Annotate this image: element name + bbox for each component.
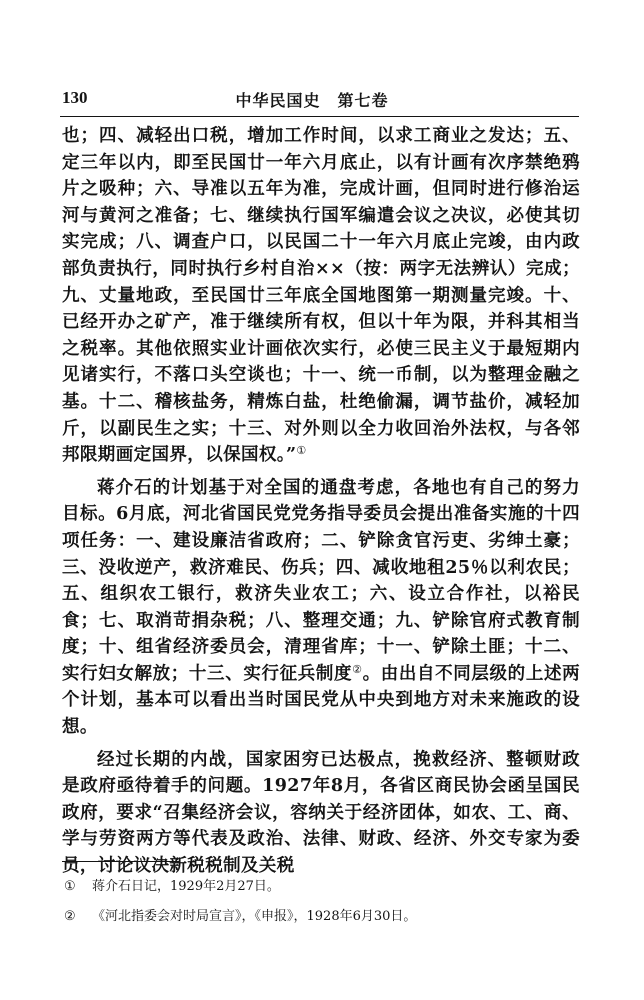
- page-number: 130: [62, 88, 88, 107]
- footnote-1: [64, 877, 564, 897]
- header-rule: [60, 116, 579, 117]
- page-header: [62, 88, 562, 110]
- paragraph-1: [62, 123, 580, 469]
- footnote-mark: ①: [64, 879, 76, 894]
- footnote-mark: ②: [64, 909, 76, 924]
- footnotes: [64, 877, 564, 937]
- footnote-2: [64, 907, 564, 927]
- footnote-text: 《河北指委会对时局宣言》，《申报》，1928年6月30日。: [92, 909, 417, 924]
- paragraph-3: [62, 747, 580, 880]
- footnote-ref: ②: [352, 662, 363, 676]
- paragraph-text: 经过长期的内战，国家困穷已达极点，挽救经济、整顿财政是政府亟待着手的问题。1927年8月，各省区商民协会函呈国民政府，要求“召集经济会议，容纳关于经济团体，如农、工、商、学与劳资两方等代表及政治、法律、财政、经济、外交专家为委员，讨论议决新税税制及关税: [62, 749, 580, 877]
- paragraph-2: [62, 475, 580, 741]
- footnote-text: 蒋介石日记，1929年2月27日。: [92, 879, 280, 894]
- paragraph-text: 蒋介石的计划基于对全国的通盘考虑，各地也有自己的努力目标。6月底，河北省国民党党务指导委员会提出准备实施的十四项任务：一、建设廉洁省政府；二、铲除贪官污吏、劣绅土豪；三、没收逆产，救济难民、伤兵；四、减收地租25％以利农民；五、组织农工银行，救济失业农工；六、设立合作社，以裕民食；七、取消苛捐杂税；八、整理交通；九、铲除官府式教育制度；十、组省经济委员会，清理省库；十一、铲除土匪；十二、实行妇女解放；十三、实行征兵制度: [62, 477, 580, 684]
- running-title: 中华民国史 第七卷: [235, 91, 389, 110]
- footnote-rule: [62, 861, 180, 862]
- paragraph-text: 也；四、减轻出口税，增加工作时间，以求工商业之发达；五、定三年以内，即至民国廿一年六月底止，以有计画有次序禁绝鸦片之吸种；六、导准以五年为准，完成计画，但同时进行修治运河与黄河之准备；七、继续执行国军编遣会议之决议，必使其切实完成；八、调查户口，以民国二十一年六月底止完竣，由内政部负责执行，同时执行乡村自治××（按：两字无法辨认）完成；九、丈量地政，至民国廿三年底全国地图第一期测量完竣。十、已经开办之矿产，准于继续所有权，但以十年为限，并科其相当之税率。其他依照实业计画依次实行，必使三民主义于最短期内见诸实行，不落口头空谈也；十一、统一币制，以为整理金融之基。十二、稽核盐务，精炼白盐，杜绝偷漏，调节盐价，减轻加斤，以副民生之实；十三、对外则以全力收回治外法权，与各邻邦限期画定国界，以保国权。”: [62, 126, 580, 466]
- body-text: [62, 123, 580, 880]
- footnote-ref: ①: [296, 444, 307, 458]
- paragraph-text-continued: 。由出自不同层级的上述两个计划，基本可以看出当时国民党从中央到地方对未来施政的设想。: [62, 663, 580, 738]
